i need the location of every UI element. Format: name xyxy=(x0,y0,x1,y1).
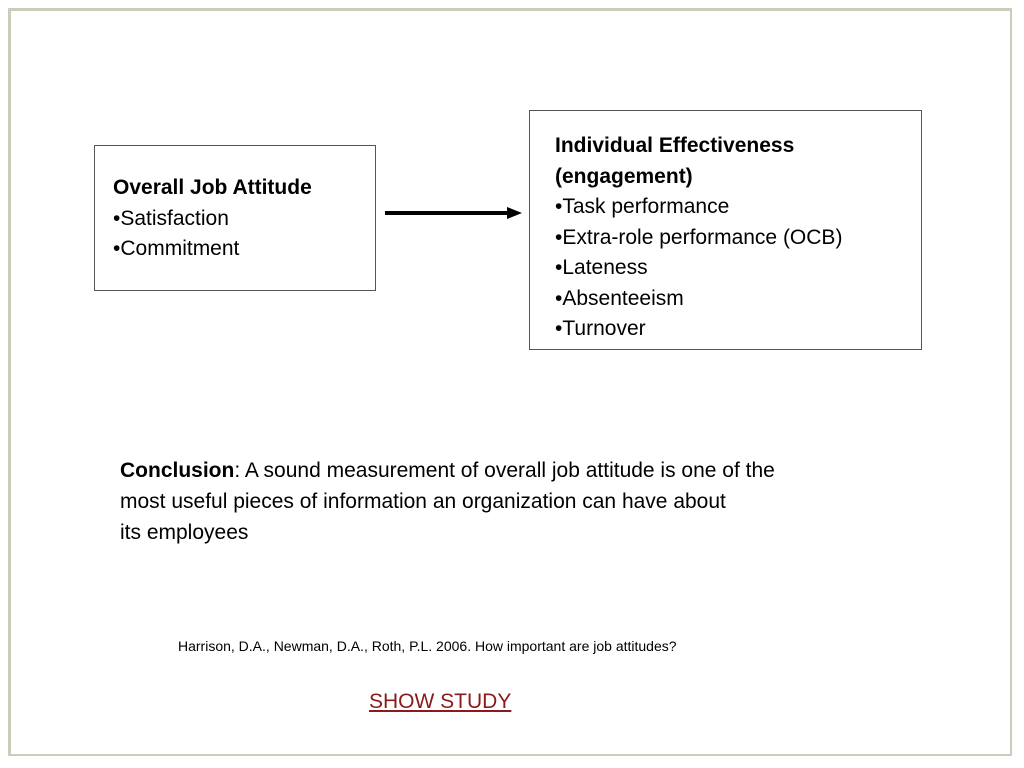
overall-job-attitude-title: Overall Job Attitude xyxy=(113,176,312,199)
list-item: • Satisfaction xyxy=(113,204,375,235)
show-study-link[interactable]: SHOW STUDY xyxy=(369,690,512,713)
individual-effectiveness-list xyxy=(555,192,921,345)
list-item: • Lateness xyxy=(555,253,921,284)
conclusion-label: Conclusion xyxy=(120,459,235,482)
overall-job-attitude-box xyxy=(94,145,376,291)
individual-effectiveness-subtitle: (engagement) xyxy=(555,164,693,188)
list-item: • Task performance xyxy=(555,192,921,223)
list-item: • Commitment xyxy=(113,234,375,265)
individual-effectiveness-title: Individual Effectiveness xyxy=(555,134,795,157)
conclusion-text-line-3: its employees xyxy=(120,521,249,544)
list-item: • Extra-role performance (OCB) xyxy=(555,223,921,254)
individual-effectiveness-box xyxy=(529,110,922,350)
citation-text: Harrison, D.A., Newman, D.A., Roth, P.L. 2006. How important are job attitudes? xyxy=(178,638,677,654)
overall-job-attitude-list xyxy=(113,204,375,265)
list-item: • Turnover xyxy=(555,314,921,345)
right-arrow-icon xyxy=(383,203,523,223)
conclusion-text-line-1: : A sound measurement of overall job attitude is one of the xyxy=(234,459,775,482)
conclusion-paragraph xyxy=(120,455,940,548)
conclusion-text-line-2: most useful pieces of information an organization can have about xyxy=(120,490,726,513)
list-item: • Absenteeism xyxy=(555,284,921,315)
